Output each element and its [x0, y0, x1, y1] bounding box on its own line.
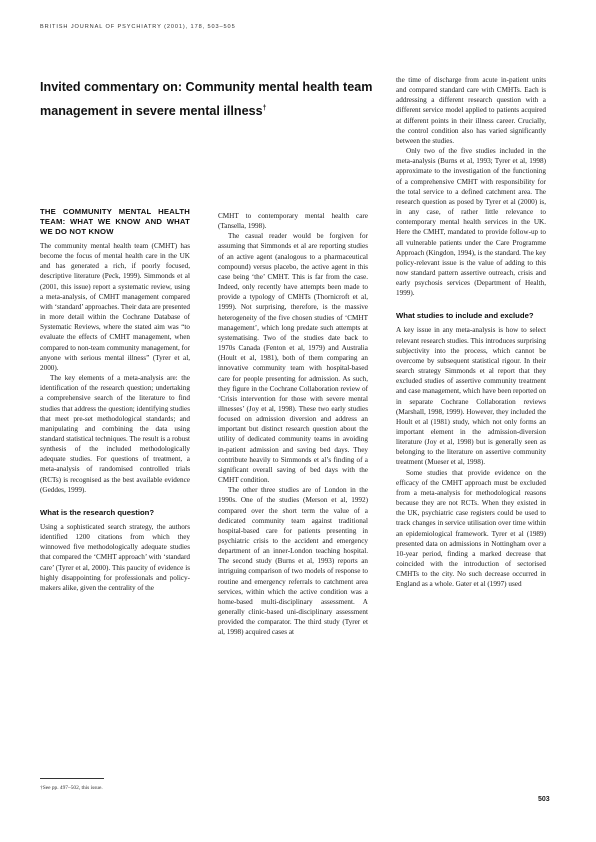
section-heading-research-question: What is the research question? [40, 507, 155, 517]
paragraph: The community mental health team (CMHT) has become the focus of mental health care in the UK and has generated a rich, if poorly focused, descriptive literature (Peck, 1999). Simmonds et al (2001, this issue) report a systematic review, using a meta-analysis, of CMHT management compared with ‘standard’ approaches. Their data are presented in more detail within the Cochrane Database of Systematic Reviews, where the stated aim was “to evaluate the effects of CMHT management, when compared to non-team community management, for anyone with serious mental illness” (Tyrer et al, 2000). [40, 242, 191, 372]
paragraph: The casual reader would be forgiven for assuming that Simmonds et al are reporting studies of an active agent (analogous to a pharmaceutical compound) versus placebo, the active agent in this case being ‘the’ CMHT. This is far from the case. Indeed, only recently have attempts been made to provide a typology of CMHTs (Thornicroft et al, 1999). Not surprising, therefore, is the massive heterogeneity of the five chosen studies of ‘CMHT management’, which long predate such attempts at systematising. Two of the studies date back to 1970s Canada (Fenton et al, 1979) and Australia (Hoult et al, 1981), both of them comparing an innovative community team with hospital-based care for people presenting for admission. As such, they figure in the Cochrane Collaboration review of ‘Crisis intervention for those with severe mental illnesses’ (Joy et al, 1998). These two early studies focused on admission diversion and address an important but distinct research question about the utility of dedicated community teams in avoiding in-patient admission and saving bed days. They contribute heavily to Simmonds et al’s finding of a significant overall saving of bed days with the CMHT condition. [218, 232, 368, 485]
column-2 [218, 211, 368, 638]
page-number: 503 [538, 796, 550, 803]
paragraph: the time of discharge from acute in-patient units and compared standard care with CMHTs. Each is addressing a different research question with a different service model applied to patients acquired at different points in their illness career. Crucially, the control condition also has varied significantly between the studies. [396, 76, 546, 145]
running-head: BRITISH JOURNAL OF PSYCHIATRY (2001), 178, 503–505 [40, 24, 236, 30]
paragraph: Some studies that provide evidence on the efficacy of the CMHT approach must be excluded from a meta-analysis for methodological reasons because they are not RCTs. When they existed in the UK, psychiatric case registers could be used to track changes in service utilisation over time within an epidemiological framework. Tyrer et al (1989) presented data on admissions in Nottingham over a 10-year period, finding a marked decrease that coincided with the introduction of sectorised CMHTs to the city. No such decrease occurred in England as a whole. Gater et al (1997) used [396, 468, 546, 589]
article-title [40, 76, 380, 122]
column-3 [396, 75, 546, 590]
paragraph: Only two of the five studies included in the meta-analysis (Burns et al, 1993; Tyrer et al, 1998) approximate to the investigation of the functioning of a comprehensive CMHT with responsibility for the total service to a defined catchment area. The research question as posed by Tyrer et al (2000) is, in any case, of rather little relevance to contemporary mental health services in the UK. Here the CMHT, mandated to provide follow-up to all vulnerable patients under the Care Programme Approach (Kingdon, 1994), is the standard. The key policy-relevant issue is the value of adding to this now standard pattern assertive outreach, crisis and early psychosis services (Department of Health, 1999). [396, 147, 546, 298]
paragraph: The key elements of a meta-analysis are: the identification of the research question; undertaking a comprehensive search of the literature to find studies that address the question; identifying studies that meet pre-set methodological standards; and manipulating and combining the data using standard statistical techniques. The result is a robust synthesis of the included methodologically adequate studies. For questions of treatment, a meta-analysis of randomised controlled trials (RCTs) is recognised as the best available evidence (Geddes, 1999). [40, 374, 190, 494]
paragraph: CMHT to contemporary mental health care (Tansella, 1998). [218, 212, 368, 231]
footnote-divider [40, 778, 104, 779]
paragraph: A key issue in any meta-analysis is how to select relevant research studies. This introduces surprising subjectivity into the process, which cannot be overcome by subsequent statistical rigour. In their search strategy Simmonds et al report that they excluded studies of assertive community treatment and case management, which have been reported on in separate Cochrane Collaboration reviews (Marshall, 1998, 1999). However, they included the Hoult et al (1981) study, which not only forms an important element in the admission-diversion literature (Joy et al, 1998) but is generally seen as belonging to the literature on assertive community treatment (Mueser et al, 1998). [396, 326, 546, 467]
section-heading-cmht: THE COMMUNITY MENTAL HEALTH TEAM: WHAT WE KNOW AND WHAT WE DO NOT KNOW [40, 207, 190, 236]
title-footnote-mark: † [262, 105, 267, 112]
column-1 [40, 207, 190, 593]
paragraph: Using a sophisticated search strategy, the authors identified 1200 citations from which they winnowed five methodologically adequate studies that compared the ‘CMHT approach’ with ‘standard care’ (Tyrer et al, 2000). This paucity of evidence is highly disappointing for professionals and policy-makers alike, given the centrality of the [40, 522, 190, 592]
paragraph: The other three studies are of London in the 1990s. One of the studies (Merson et al, 1992) compared over the short term the value of a dedicated community team against traditional hospital-based care for patients presenting in psychiatric crisis to the accident and emergency department of an inner-London teaching hospital. The second study (Burns et al, 1993) reports an intriguing comparison of two models of response to routine and emergency referrals to catchment area services, within which the active condition was a home-based multi-disciplinary assessment. A generally clinic-based uni-disciplinary assessment provided the comparator. The third study (Tyrer et al, 1998) acquired cases at [218, 486, 368, 637]
section-heading-studies: What studies to include and exclude? [396, 311, 534, 321]
title-text: Invited commentary on: Community mental health team management in severe mental illness [40, 80, 373, 119]
footnote: †See pp. 497–502, this issue. [40, 785, 103, 791]
